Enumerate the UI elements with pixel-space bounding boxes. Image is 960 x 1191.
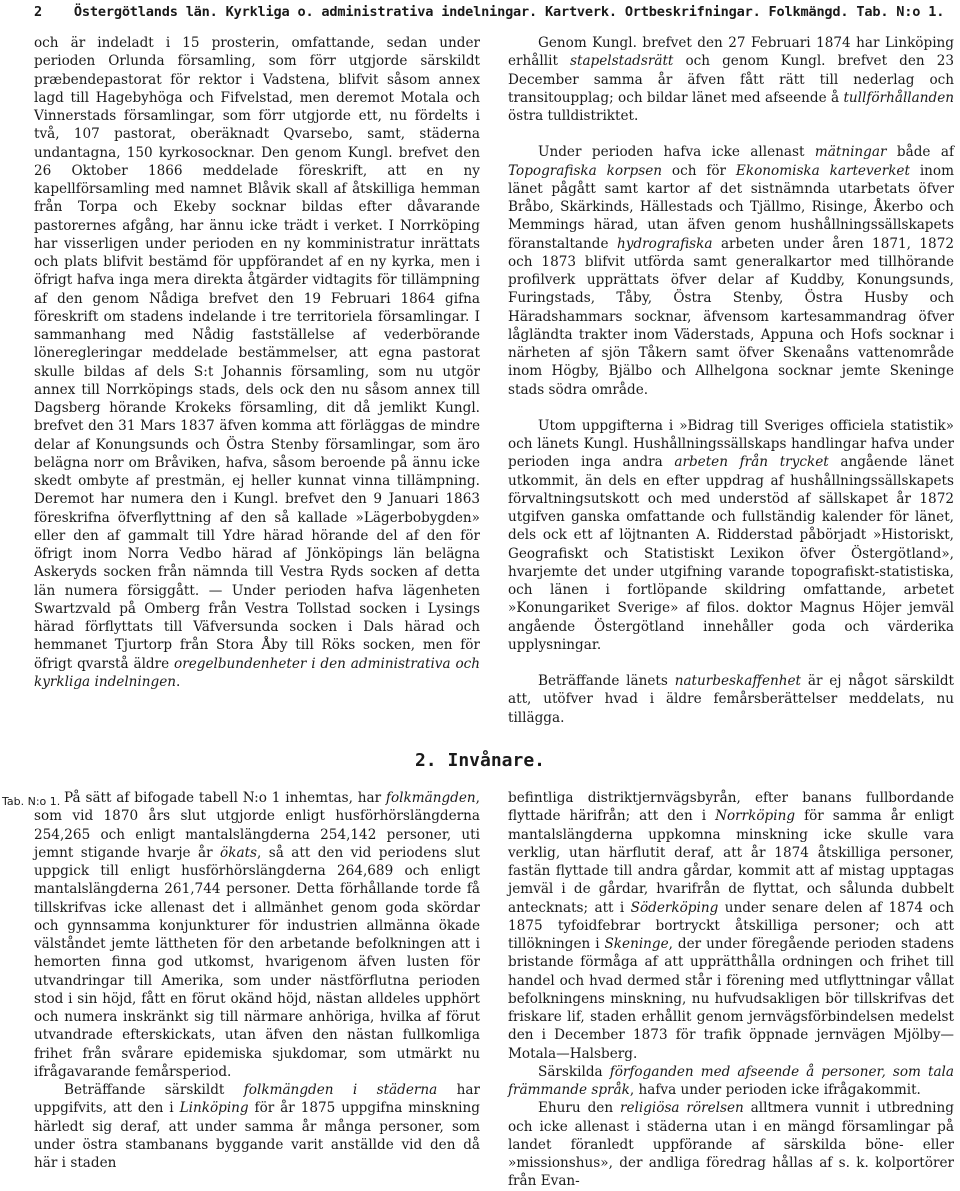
page-number: 2: [34, 4, 42, 20]
right-column-top: [508, 34, 954, 727]
paragraph: Genom Kungl. brefvet den 27 Februari 1874 har Linköping erhållit stapelstadsrätt och genom Kungl. brefvet den 23 December samma år äfven fått rätt till nederlag och transitoupplag; och bildar länet med afseende å tullförhållanden östra tulldistriktet.: [508, 35, 954, 124]
paragraph: och är indeladt i 15 prosterin, omfattande, sedan under perioden Orlunda församling, som förr utgjorde särskildt præbendepastorat för rektor i Vadstena, blifvit såsom annex lagd till Hagebyhöga och Fifvelstad, men deremot Motala och Vinnerstads församlingar, som förr utgjorde ett, nu fördelts i två, 107 pastorat, oberäknadt Qvarsebo, samt, städerna undantagna, 150 kyrkosocknar. Den genom Kungl. brefvet den 26 Oktober 1866 meddelade föreskrift, att en ny kapellförsamling med namnet Blåvik skall af åtskilliga hemman från Torpa och Ekeby socknar bildas efter dåvarande pastorernes afgång, har ännu icke trädt i verket. I Norrköping har visserligen under perioden en ny komministratur inrättats och plats blifvit bestämd för uppförandet af en ny kyrka, men i öfrigt hafva inga mera direkta åtgärder vidtagits för tillämpning af den genom Nådiga brefvet den 19 Februari 1864 gifna föreskrift om stadens indelande i tre territoriela församlingar. I sammanhang med Nådig fastställelse af vederbörande löneregleringar meddelade bestämmelser, att egna pastorat skulle bildas af dels S:t Johannis församling, som nu utgör annex till Norrköpings stads, dels ock den nu såsom annex till Dagsberg hörande Krokeks församling, dit då jemlikt Kungl. brefvet den 31 Mars 1837 äfven komma att förläggas de mindre delar af Konungsunds och Östra Stenby församlingar, som äro belägna norr om Bråviken, hafva, såsom beroende på ännu icke skedt ombyte af prestmän, ej heller kunnat vinna tillämpning. Deremot har numera den i Kungl. brefvet den 9 Januari 1863 föreskrifna öfverflyttning af den så kallade »Lägerbobygden» eller den af gammalt till Ydre härad hörande del af den för öfrigt inom Norra Vedbo härad af Jönköpings län belägna Askeryds socken från nämnda till Vestra Ryds socken af detta län numera försiggått. — Under perioden hafva lägenheten Swartzvald på Omberg från Vestra Tollstad socken i Lysings härad förflyttats till Väfversunda socken i Dals härad och hemmanet Tjurtorp från Stora Åby till Röks socken, men för öfrigt qvarstå äldre oregelbundenheter i den administrativa och kyrkliga indelningen.: [34, 35, 480, 690]
paragraph: Beträffande särskildt folkmängden i städerna har uppgifvits, att den i Linköping för år 1875 uppgifna minskning härledt sig deraf, att under samma år många personer, som under östra stambanans byggande varit anställde vid den då här i staden: [34, 1082, 480, 1171]
paragraph: Beträffande länets naturbeskaffenhet är ej något särskildt att, utöfver hvad i äldre femårsberättelser meddelats, nu tillägga.: [508, 673, 954, 726]
table-reference: Tab. N:o 1.: [2, 795, 61, 808]
right-column-bottom: [508, 789, 954, 1191]
paragraph: Särskilda förfoganden med afseende å personer, som tala främmande språk, hafva under perioden icke ifrågakommit.: [508, 1063, 955, 1098]
paragraph: Utom uppgifterna i »Bidrag till Sveriges officiela statistik» och länets Kungl. Hushållningssällskaps handlingar hafva under perioden inga andra arbeten från trycket angående länet utkommit, än dels en efter uppdrag af hushållningssällskapets förvaltningsutskott och med understöd af sällskapet år 1872 utgifven ganska omfattande och fullständig kalender för länet, dels ock ett af löjtnanten A. Ridderstad påbörjadt »Historiskt, Geografiskt och Statistiskt Lexikon öfver Östergötland», hvarjemte det under utgifning varande topografiskt-statistiska, och länen i fortlöpande skildring omfattande, arbetet »Konungariket Sverige» af filos. doktor Magnus Höjer jemväl angående Östergötland innehåller goda och värderika upplysningar.: [508, 417, 954, 653]
section-title: 2. Invånare.: [414, 750, 546, 771]
paragraph: befintliga distriktjernvägsbyrån, efter banans fullbordande flyttade härifrån; att den i Norrköping för samma år enligt mantalslängderna uppkomna minskning icke skulle vara verklig, utan härflutit deraf, att år 1874 åtskilliga personer, fastän flyttade till andra gårdar, kommit att af mistag upptagas jemväl i de gårdar, hvarifrån de flyttat, och sålunda dubbelt antecknats; att i Söderköping under senare delen af 1874 och 1875 tyfoidfebrar bortryckt åtskilliga personer; och att tillökningen i Skeninge, der under föregående perioden stadens bristande förmåga af att upprätthålla ordningen och frihet till handel och hvad dermed står i förening med utflyttningar vållat befolkningens minskning, nu hufvudsakligen bör tillskrifvas det friskare lif, staden erhållit genom jernvägsförbindelsen medelst den i December 1873 för trafik öppnade jernvägen Mjölby—Motala—Halsberg.: [508, 790, 954, 1062]
left-column-top: [34, 34, 480, 691]
page-header: [34, 4, 944, 26]
left-column-bottom: [34, 789, 480, 1172]
paragraph: Under perioden hafva icke allenast mätningar både af Topografiska korpsen och för Ekonomiska karteverket inom länet pågått samt kartor af det sistnämnda utarbetats öfver Bråbo, Skärkinds, Hällestads och Tjällmo, Risinge, Åkerbo och Memmings härad, utan äfven genom hushållningssällskapets föranstaltande hydrografiska arbeten under åren 1871, 1872 och 1873 blifvit utförda samt generalkartor med tillhörande profilverk upprättats öfver delar af Kuddby, Konungsunds, Furingstads, Tåby, Östra Stenby, Östra Husby och Häradshammars socknar, äfvensom kartesammandrag öfver lågländta trakter inom Väderstads, Appuna och Hofs socknar i närheten af sjön Tåkern samt öfver Skenaåns vattenområde inom Högby, Bjälbo och Allhelgona socknar jemte Skeninge stads södra område.: [508, 144, 954, 398]
paragraph: På sätt af bifogade tabell N:o 1 inhemtas, har folkmängden, som vid 1870 års slut utgjorde enligt husförhörslängderna 254,265 och enligt mantalslängderna 254,142 personer, uti jemnt stigande hvarje år ökats, så att den vid periodens slut uppgick till enligt husförhörslängderna 264,689 och enligt mantalslängderna 261,744 personer. Detta förhållande torde få tillskrifvas icke allenast det i allmänhet genom goda skördar och gynnsamma konjunkturer för industrien allmänna ökade välståndet jemte lättheten för den arbetande befolkningen att i hemorten finna god utkomst, hvarigenom äfven lusten för utvandringar till Amerika, som under nästförflutna perioden stod i sin höjd, fått en förut okänd höjd, nästan alldeles upphört och numera inskränkt sig till närmare anhöriga, hvilka af förut utvandrade efterskickats, utan äfven den nästan fullkomliga frihet från svårare epidemiska sjukdomar, som utmärkt nu ifrågavarande femårsperiod.: [34, 790, 480, 1080]
paragraph: Ehuru den religiösa rörelsen alltmera vunnit i utbredning och icke allenast i städerna utan i en mängd församlingar på landet föranledt uppförande af särskilda böne- eller »missionshus», der andliga föredrag hållas af s. k. kolportörer från Evan-: [508, 1100, 954, 1190]
running-title: Östergötlands län. Kyrkliga o. administrativa indelningar. Kartverk. Ortbeskrifningar. Folkmängd. Tab. N:o 1.: [73, 4, 945, 20]
